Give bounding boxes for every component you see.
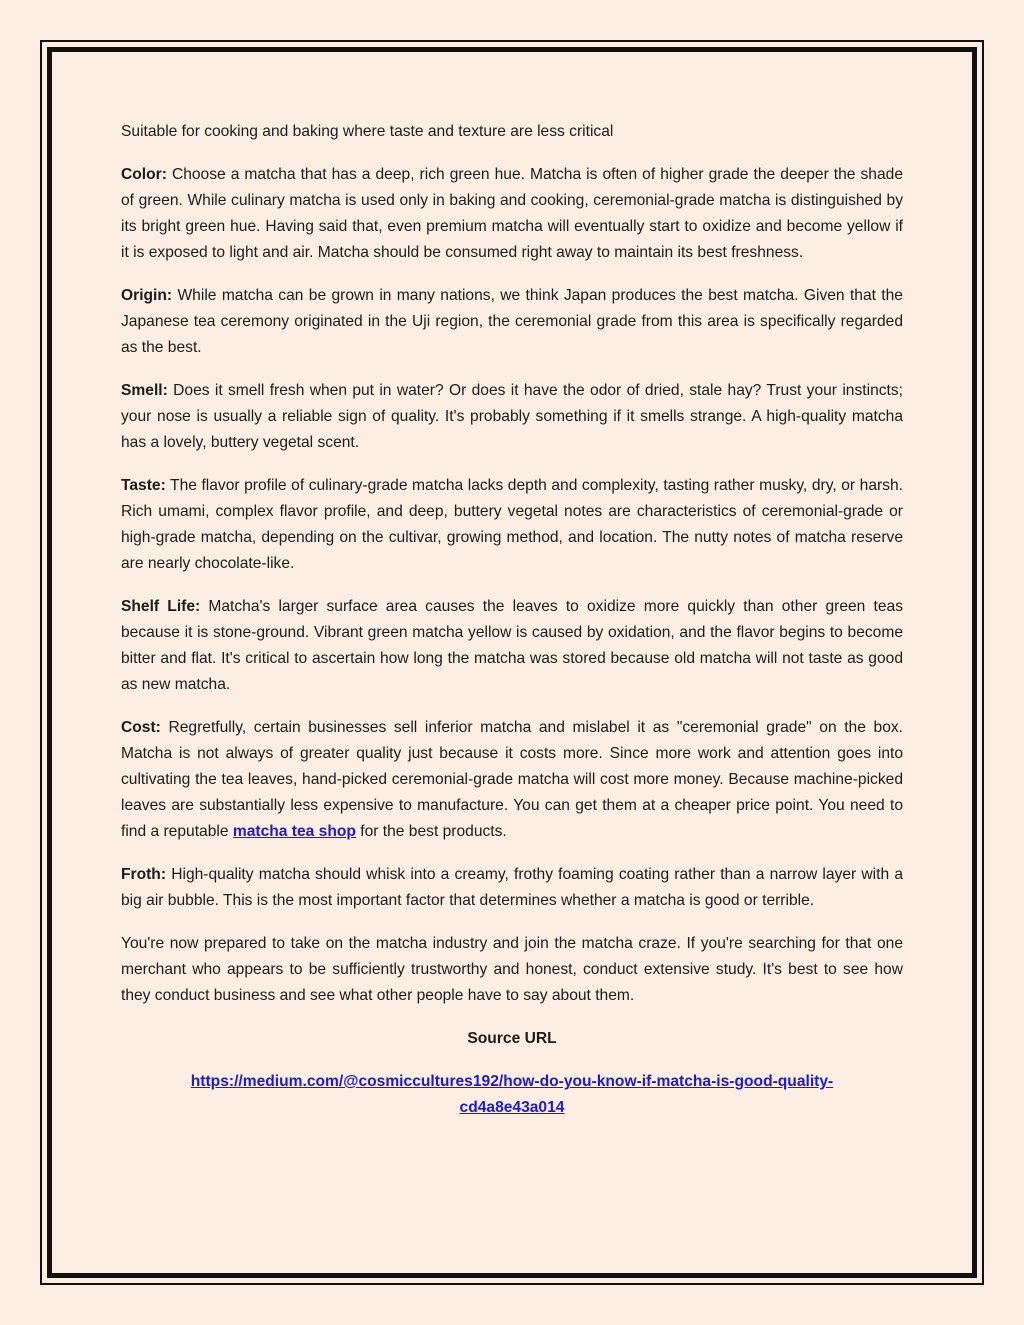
source-url-link[interactable] <box>191 1073 833 1116</box>
intro-paragraph: Suitable for cooking and baking where taste and texture are less critical <box>121 123 614 140</box>
smell-label: Smell: <box>121 382 168 399</box>
taste-text: The flavor profile of culinary-grade matcha lacks depth and complexity, tasting rather musky, dry, or harsh. Rich umami, complex flavor profile, and deep, buttery vegetal notes are characteristics of ceremonial-grade or high-grade matcha, depending on the cultivar, growing method, and location. The nutty notes of matcha reserve are nearly chocolate-like. <box>121 477 903 572</box>
smell-paragraph <box>121 378 903 456</box>
taste-label: Taste: <box>121 477 166 494</box>
cost-paragraph <box>121 715 903 845</box>
origin-text: While matcha can be grown in many nations, we think Japan produces the best matcha. Given that the Japanese tea ceremony originated in the Uji region, the ceremonial grade from this area is specifically regarded as the best. <box>121 287 903 356</box>
origin-paragraph <box>121 283 903 361</box>
taste-paragraph <box>121 473 903 577</box>
source-url <box>121 1069 903 1121</box>
source-url-line-2: cd4a8e43a014 <box>459 1099 565 1116</box>
color-text: Choose a matcha that has a deep, rich green hue. Matcha is often of higher grade the deeper the shade of green. While culinary matcha is used only in baking and cooking, ceremonial-grade matcha is distinguished by its bright green hue. Having said that, even premium matcha will eventually start to oxidize and become yellow if it is exposed to light and air. Matcha should be consumed right away to maintain its best freshness. <box>121 166 903 261</box>
shelf-life-paragraph <box>121 594 903 698</box>
origin-label: Origin: <box>121 287 173 304</box>
matcha-tea-shop-link[interactable]: matcha tea shop <box>232 823 356 840</box>
color-label: Color: <box>121 166 167 183</box>
smell-text: Does it smell fresh when put in water? Or does it have the odor of dried, stale hay? Trust your instincts; your nose is usually a reliable sign of quality. It's probably something if it smells strange. A high-quality matcha has a lovely, buttery vegetal scent. <box>121 382 903 451</box>
closing-paragraph: You're now prepared to take on the matcha industry and join the matcha craze. If you're searching for that one merchant who appears to be sufficiently trustworthy and honest, conduct extensive study. It's best to see how they conduct business and see what other people have to say about them. <box>121 935 903 1004</box>
froth-paragraph <box>121 862 903 914</box>
source-url-line-1: https://medium.com/@cosmiccultures192/how-do-you-know-if-matcha-is-good-quality- <box>190 1073 834 1090</box>
shelf-life-text: Matcha's larger surface area causes the leaves to oxidize more quickly than other green teas because it is stone-ground. Vibrant green matcha yellow is caused by oxidation, and the flavor begins to become bitter and flat. It's critical to ascertain how long the matcha was stored because old matcha will not taste as good as new matcha. <box>121 598 903 693</box>
froth-label: Froth: <box>121 866 167 883</box>
cost-text: Regretfully, certain businesses sell inferior matcha and mislabel it as "ceremonial grade" on the box. Matcha is not always of greater quality just because it costs more. Since more work and attention goes into cultivating the tea leaves, hand-picked ceremonial-grade matcha will cost more money. Because machine-picked leaves are substantially less expensive to manufacture. You can get them at a cheaper price point. You need to find a reputable <box>121 719 903 840</box>
cost-text-end: for the best products. <box>360 823 507 840</box>
color-paragraph <box>121 162 903 266</box>
document-body <box>121 119 903 1138</box>
froth-text: High-quality matcha should whisk into a creamy, frothy foaming coating rather than a narrow layer with a big air bubble. This is the most important factor that determines whether a matcha is good or terrible. <box>121 866 903 909</box>
shelf-life-label: Shelf Life: <box>121 598 201 615</box>
source-heading: Source URL <box>467 1030 557 1047</box>
cost-label: Cost: <box>121 719 161 736</box>
